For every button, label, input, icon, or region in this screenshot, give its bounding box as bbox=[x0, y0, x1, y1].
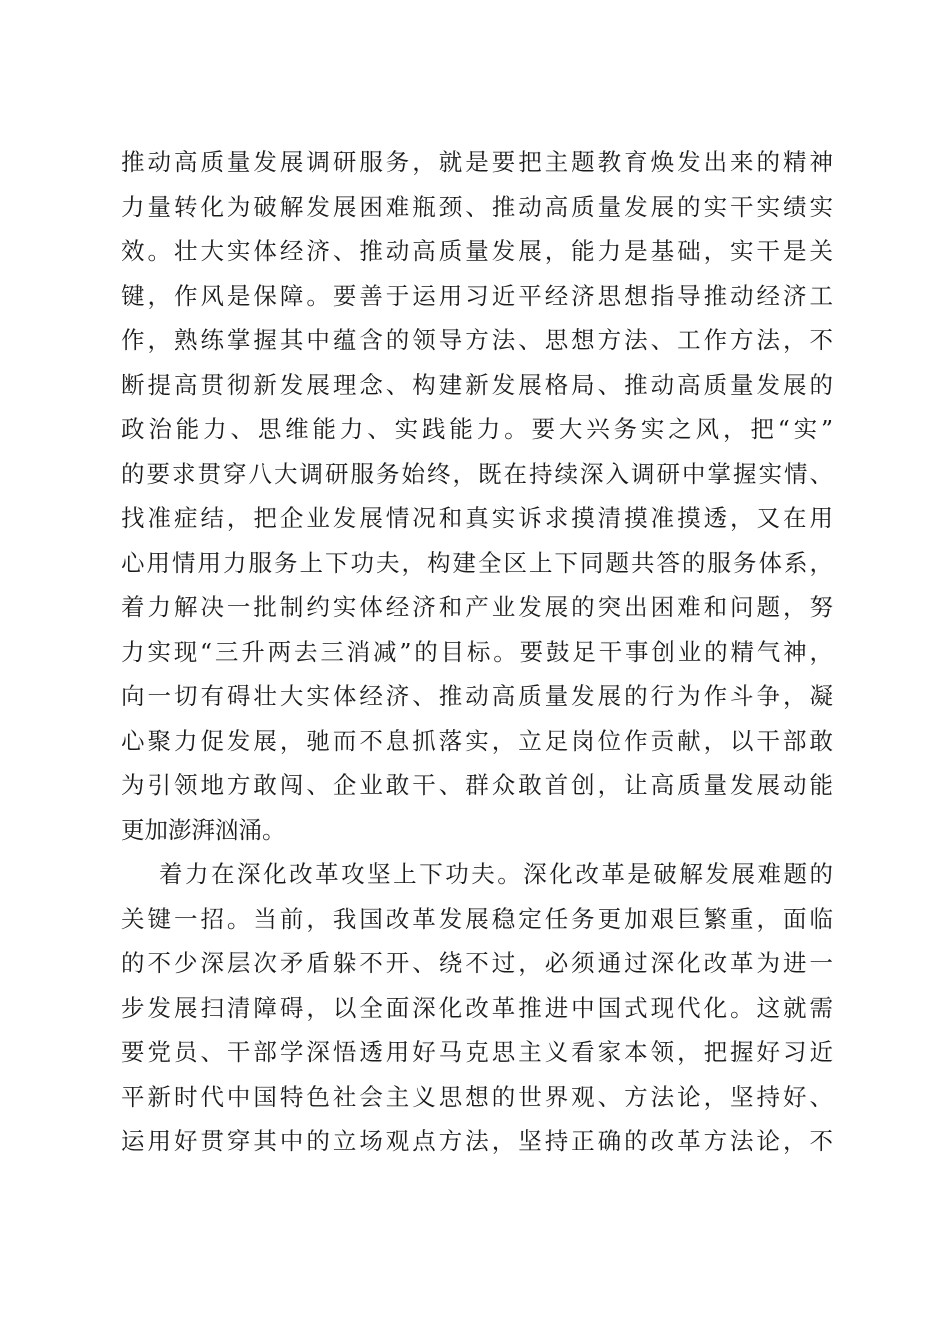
paragraph-line: 更加澎湃汹涌。 bbox=[121, 815, 286, 844]
paragraph-line: 的不少深层次矛盾躲不开、绕不过，必须通过深化改革为进一 bbox=[121, 949, 833, 977]
paragraph-line: 心用情用力服务上下功夫，构建全区上下同题共答的服务体系， bbox=[121, 548, 833, 577]
paragraph-line: 平新时代中国特色社会主义思想的世界观、方法论，坚持好、 bbox=[121, 1082, 833, 1111]
paragraph-line: 的要求贯穿八大调研服务始终，既在持续深入调研中掌握实情、 bbox=[121, 459, 833, 488]
paragraph-line: 力实现“三升两去三消减”的目标。要鼓足干事创业的精气神， bbox=[121, 637, 833, 666]
paragraph-line: 效。壮大实体经济、推动高质量发展，能力是基础，实干是关 bbox=[121, 237, 833, 265]
document-body bbox=[121, 140, 833, 1164]
paragraph-line: 关键一招。当前，我国改革发展稳定任务更加艰巨繁重，面临 bbox=[121, 904, 833, 933]
paragraph-line: 找准症结，把企业发展情况和真实诉求摸清摸准摸透，又在用 bbox=[121, 504, 833, 532]
paragraph-line: 为引领地方敢闯、企业敢干、群众敢首创，让高质量发展动能 bbox=[121, 771, 833, 799]
paragraph-line: 政治能力、思维能力、实践能力。要大兴务实之风，把“实” bbox=[121, 415, 833, 443]
paragraph-line: 要党员、干部学深悟透用好马克思主义看家本领，把握好习近 bbox=[121, 1038, 833, 1066]
paragraph-line: 着力在深化改革攻坚上下功夫。深化改革是破解发展难题的 bbox=[159, 860, 833, 888]
paragraph-line: 运用好贯穿其中的立场观点方法，坚持正确的改革方法论，不 bbox=[121, 1127, 833, 1155]
paragraph-line: 断提高贯彻新发展理念、构建新发展格局、推动高质量发展的 bbox=[121, 370, 833, 399]
paragraph-line: 键，作风是保障。要善于运用习近平经济思想指导推动经济工 bbox=[121, 281, 833, 310]
paragraph-line: 步发展扫清障碍，以全面深化改革推进中国式现代化。这就需 bbox=[121, 993, 833, 1022]
paragraph-line: 心聚力促发展，驰而不息抓落实，立足岗位作贡献，以干部敢 bbox=[121, 726, 833, 755]
paragraph-2 bbox=[121, 852, 833, 1164]
paragraph-line: 推动高质量发展调研服务，就是要把主题教育焕发出来的精神 bbox=[121, 148, 833, 176]
paragraph-line: 力量转化为破解发展困难瓶颈、推动高质量发展的实干实绩实 bbox=[121, 192, 833, 221]
paragraph-line: 着力解决一批制约实体经济和产业发展的突出困难和问题，努 bbox=[121, 593, 833, 621]
paragraph-line: 向一切有碍壮大实体经济、推动高质量发展的行为作斗争，凝 bbox=[121, 682, 833, 710]
paragraph-line: 作，熟练掌握其中蕴含的领导方法、思想方法、工作方法，不 bbox=[121, 326, 833, 354]
paragraph-1 bbox=[121, 140, 833, 852]
